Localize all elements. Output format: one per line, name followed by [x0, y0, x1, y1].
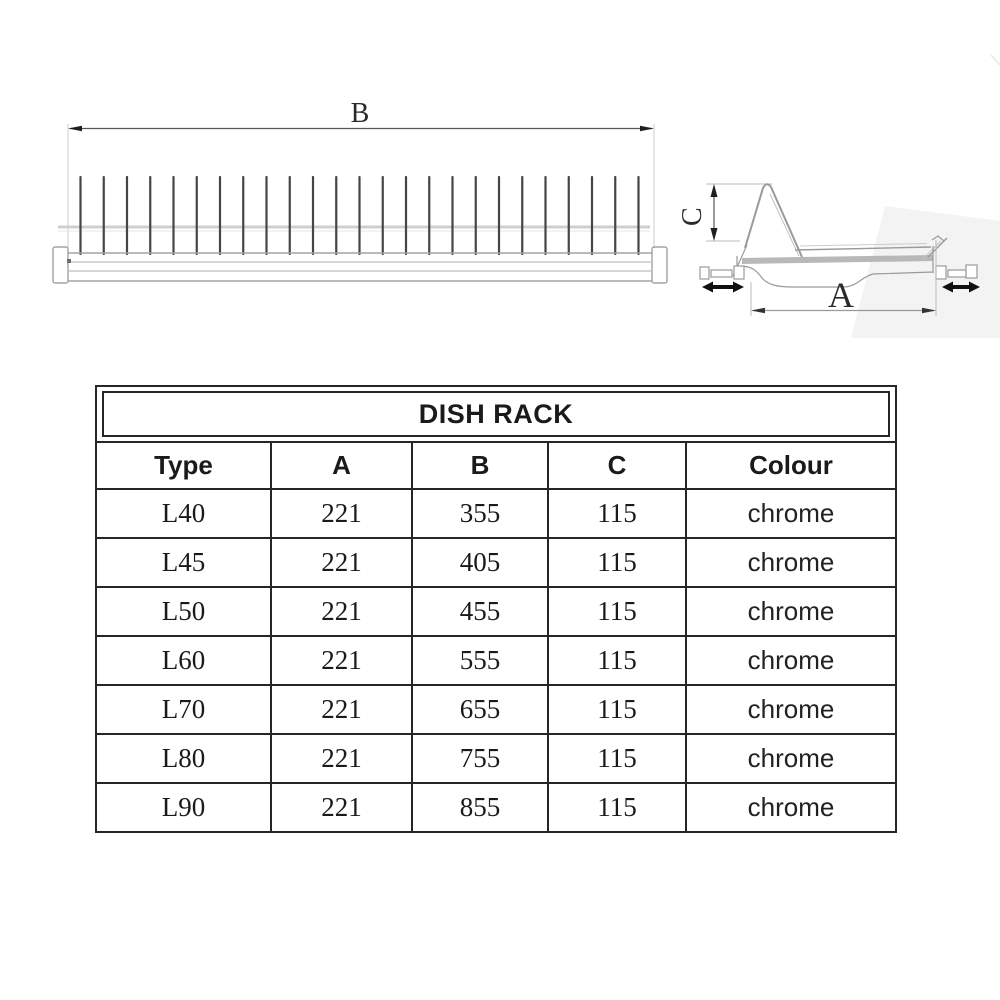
header-b: B: [413, 443, 549, 488]
bracket-part: [948, 270, 966, 277]
arrowhead-up-icon: [711, 184, 718, 197]
cell-c: 115: [549, 735, 687, 782]
cell-b: 355: [413, 490, 549, 537]
cell-b: 455: [413, 588, 549, 635]
dimension-b-label: B: [350, 98, 370, 129]
cell-colour: chrome: [747, 596, 835, 626]
technical-drawing: [0, 0, 1000, 375]
table-row: [97, 635, 895, 684]
cell-colour: chrome: [747, 743, 835, 773]
table-row: [97, 586, 895, 635]
header-c: C: [549, 443, 687, 488]
dimension-b: [68, 98, 654, 252]
cell-type: L50: [97, 588, 272, 635]
cell-type: L40: [97, 490, 272, 537]
arrowhead-left-icon: [751, 308, 765, 313]
back-peak: [745, 184, 802, 257]
table-header-row: [97, 443, 895, 488]
cell-c: 115: [549, 539, 687, 586]
left-bracket: [700, 266, 744, 279]
dimension-c: [677, 184, 772, 241]
dimension-c-label: C: [677, 207, 708, 226]
cell-b: 655: [413, 686, 549, 733]
tray-bar: [742, 258, 933, 261]
table-title-row: [97, 387, 895, 443]
table-row: [97, 537, 895, 586]
cell-c: 115: [549, 490, 687, 537]
header-a: A: [272, 443, 413, 488]
bracket-part: [711, 270, 732, 277]
cell-b: 855: [413, 784, 549, 831]
tray-screw: [67, 259, 71, 263]
bracket-part: [966, 265, 977, 278]
cell-type: L45: [97, 539, 272, 586]
table-row: [97, 684, 895, 733]
cell-c: 115: [549, 588, 687, 635]
table-row: [97, 782, 895, 831]
arrowhead-left-icon: [68, 126, 82, 132]
tray-left-cap: [53, 247, 68, 283]
arrowhead-down-icon: [711, 228, 718, 241]
arrowhead-right-icon: [640, 126, 654, 132]
header-type: Type: [97, 443, 272, 488]
cell-type: L80: [97, 735, 272, 782]
bracket-part: [700, 267, 709, 279]
bracket-part: [936, 266, 946, 279]
back-peak-inner: [770, 194, 799, 256]
table-row: [97, 488, 895, 537]
cell-type: L60: [97, 637, 272, 684]
cell-colour: chrome: [747, 792, 835, 822]
cell-c: 115: [549, 637, 687, 684]
watermark-edge: [991, 55, 1000, 65]
cell-colour: chrome: [747, 547, 835, 577]
cell-a: 221: [272, 539, 413, 586]
front-view: [53, 98, 667, 283]
pins-group: [81, 177, 639, 254]
spec-table: [95, 385, 897, 833]
cell-c: 115: [549, 686, 687, 733]
cell-b: 555: [413, 637, 549, 684]
cell-a: 221: [272, 588, 413, 635]
cell-colour: chrome: [747, 498, 835, 528]
table-row: [97, 733, 895, 782]
tray-front: [53, 247, 667, 283]
table-title: DISH RACK: [102, 391, 890, 437]
dimension-a-label: A: [828, 275, 854, 315]
cell-a: 221: [272, 686, 413, 733]
cell-colour: chrome: [747, 645, 835, 675]
cell-a: 221: [272, 637, 413, 684]
cell-a: 221: [272, 490, 413, 537]
cell-c: 115: [549, 784, 687, 831]
cell-b: 405: [413, 539, 549, 586]
cell-b: 755: [413, 735, 549, 782]
bracket-part: [734, 266, 744, 279]
cell-a: 221: [272, 735, 413, 782]
cell-a: 221: [272, 784, 413, 831]
header-colour: Colour: [749, 450, 833, 480]
adjust-arrow-left-icon: [702, 282, 744, 293]
cell-type: L90: [97, 784, 272, 831]
tray-right-cap: [652, 247, 667, 283]
cell-colour: chrome: [747, 694, 835, 724]
cell-type: L70: [97, 686, 272, 733]
